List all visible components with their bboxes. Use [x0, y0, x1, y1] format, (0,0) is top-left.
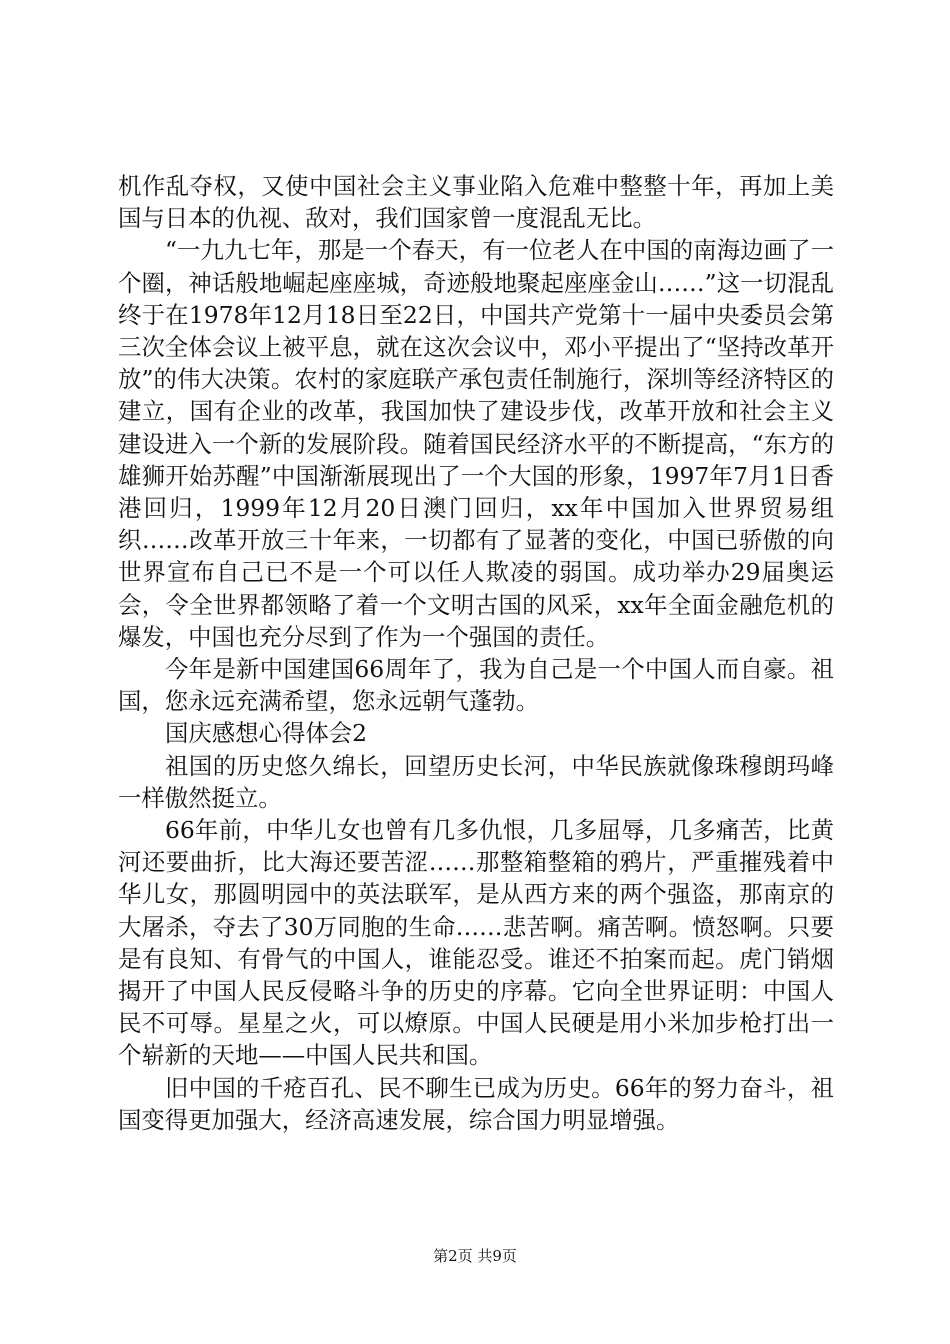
- paragraph-history-intro: 祖国的历史悠久绵长，回望历史长河，中华民族就像珠穆朗玛峰一样傲然挺立。: [118, 751, 834, 812]
- paragraph-development: 旧中国的千疮百孔、民不聊生已成为历史。66年的努力奋斗，祖国变得更加强大，经济高速发展，综合国力明显增强。: [118, 1073, 834, 1134]
- paragraph-suffering: 66年前，中华儿女也曾有几多仇恨，几多屈辱，几多痛苦，比黄河还要曲折，比大海还要苦涩……那整箱整箱的鸦片，严重摧残着中华儿女，那圆明园中的英法联军，是从西方来的两个强盗，那南京的大屠杀，夺去了30万同胞的生命……悲苦啊。痛苦啊。愤怒啊。只要是有良知、有骨气的中国人，谁能忍受。谁还不拍案而起。虎门销烟揭开了中国人民反侵略斗争的历史的序幕。它向全世界证明：中国人民不可辱。星星之火，可以燎原。中国人民硬是用小米加步枪打出一个崭新的天地——中国人民共和国。: [118, 816, 834, 1070]
- paragraph-anniversary: 今年是新中国建国66周年了，我为自己是一个中国人而自豪。祖国，您永远充满希望，您永远朝气蓬勃。: [118, 655, 834, 716]
- section-heading: 国庆感想心得体会2: [165, 719, 368, 748]
- document-body: [118, 170, 834, 1136]
- paragraph-reform-history: “一九九七年，那是一个春天，有一位老人在中国的南海边画了一个圈，神话般地崛起座座城，奇迹般地聚起座座金山……”这一切混乱终于在1978年12月18日至22日，中国共产党第十一届中央委员会第三次全体会议上被平息，就在这次会议中，邓小平提出了“坚持改革开放”的伟大决策。农村的家庭联产承包责任制施行，深圳等经济特区的建立，国有企业的改革，我国加快了建设步伐，改革开放和社会主义建设进入一个新的发展阶段。随着国民经济水平的不断提高，“东方的雄狮开始苏醒”中国渐渐展现出了一个大国的形象，1997年7月1日香港回归，1999年12月20日澳门回归，xx年中国加入世界贸易组织……改革开放三十年来，一切都有了显著的变化，中国已骄傲的向世界宣布自己已不是一个可以任人欺凌的弱国。成功举办29届奥运会，令全世界都领略了着一个文明古国的风采，xx年全面金融危机的爆发，中国也充分尽到了作为一个强国的责任。: [118, 236, 834, 651]
- paragraph-continuation: 机作乱夺权，又使中国社会主义事业陷入危难中整整十年，再加上美国与日本的仇视、敌对，我们国家曾一度混乱无比。: [118, 172, 834, 233]
- page-number-footer: 第2页 共9页: [433, 1247, 517, 1265]
